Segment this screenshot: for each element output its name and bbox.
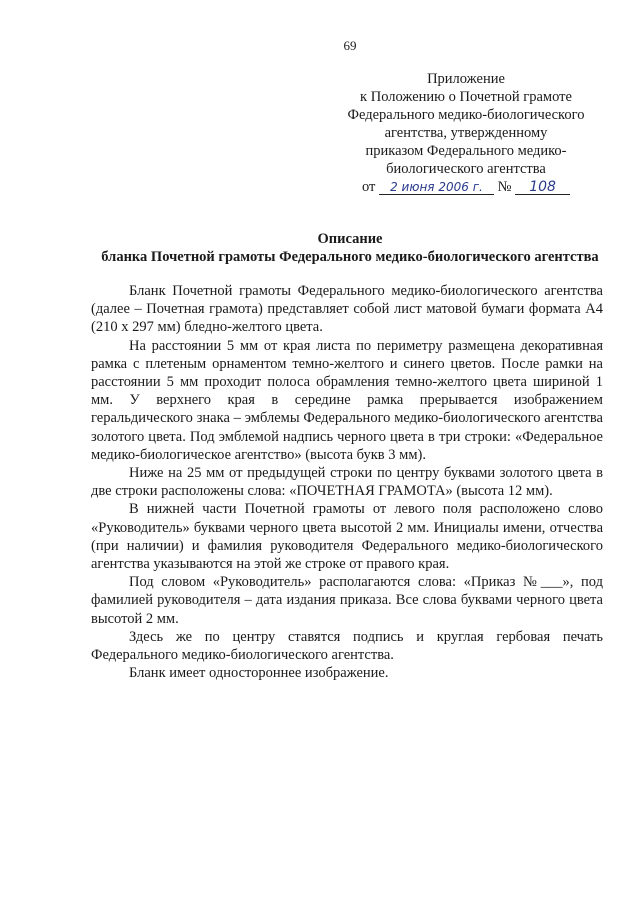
- handwritten-order-number: 108: [515, 180, 570, 195]
- paragraph: Ниже на 25 мм от предыдущей строки по центру буквами золотого цвета в две строки расположены слова: «ПОЧЕТНАЯ ГРАМОТА» (высота 12 мм).: [91, 465, 603, 500]
- title-line-1: Описание: [317, 231, 383, 247]
- number-prefix: №: [497, 179, 512, 195]
- date-prefix: от: [361, 179, 376, 195]
- paragraph: Бланк Почетной грамоты Федерального медико-биологического агентства (далее – Почетная грамота) представляет собой лист матовой бумаги формата А4 (210 х 297 мм) бледно-желтого цвета.: [91, 283, 603, 336]
- appendix-line: Приложение: [427, 71, 505, 87]
- page-number: 69: [343, 38, 357, 53]
- appendix-line: к Положению о Почетной грамоте: [360, 89, 572, 105]
- appendix-header: [332, 70, 600, 198]
- appendix-line: агентства, утвержденному: [384, 125, 548, 141]
- order-date-line: [332, 178, 600, 198]
- title-line-2: бланка Почетной грамоты Федерального медико-биологического агентства: [101, 249, 599, 265]
- body-text: [91, 282, 603, 682]
- paragraph: На расстоянии 5 мм от края листа по периметру размещена декоративная рамка с плетеным орнаментом темно-желтого и синего цветов. После рамки на расстоянии 5 мм проходит полоса обрамления темно-желтого цвета шириной 1 мм. У верхнего края в середине рамка прерывается изображением геральдического знака – эмблемы Федерального медико-биологического агентства золотого цвета. Под эмблемой надпись черного цвета в три строки: «Федеральное медико-биологическое агентство» (высота букв 3 мм).: [91, 337, 603, 463]
- document-title: [60, 230, 640, 266]
- paragraph: Бланк имеет одностороннее изображение.: [129, 665, 389, 682]
- handwritten-date: 2 июня 2006 г.: [379, 180, 494, 195]
- appendix-line: Федерального медико-биологического: [347, 107, 585, 123]
- paragraph: В нижней части Почетной грамоты от левого поля расположено слово «Руководитель» буквами черного цвета высотой 2 мм. Инициалы имени, отчества (при наличии) и фамилия руководителя Федерального медико-биологического агентства указываются на этой же строке от правого края.: [91, 501, 603, 573]
- appendix-line: биологического агентства: [386, 161, 546, 177]
- paragraph: Под словом «Руководитель» располагаются слова: «Приказ №___», под фамилией руководителя – дата издания приказа. Все слова буквами черного цвета высотой 2 мм.: [91, 574, 603, 627]
- paragraph: Здесь же по центру ставятся подпись и круглая гербовая печать Федерального медико-биологического агентства.: [91, 628, 603, 664]
- appendix-line: приказом Федерального медико-: [365, 143, 567, 159]
